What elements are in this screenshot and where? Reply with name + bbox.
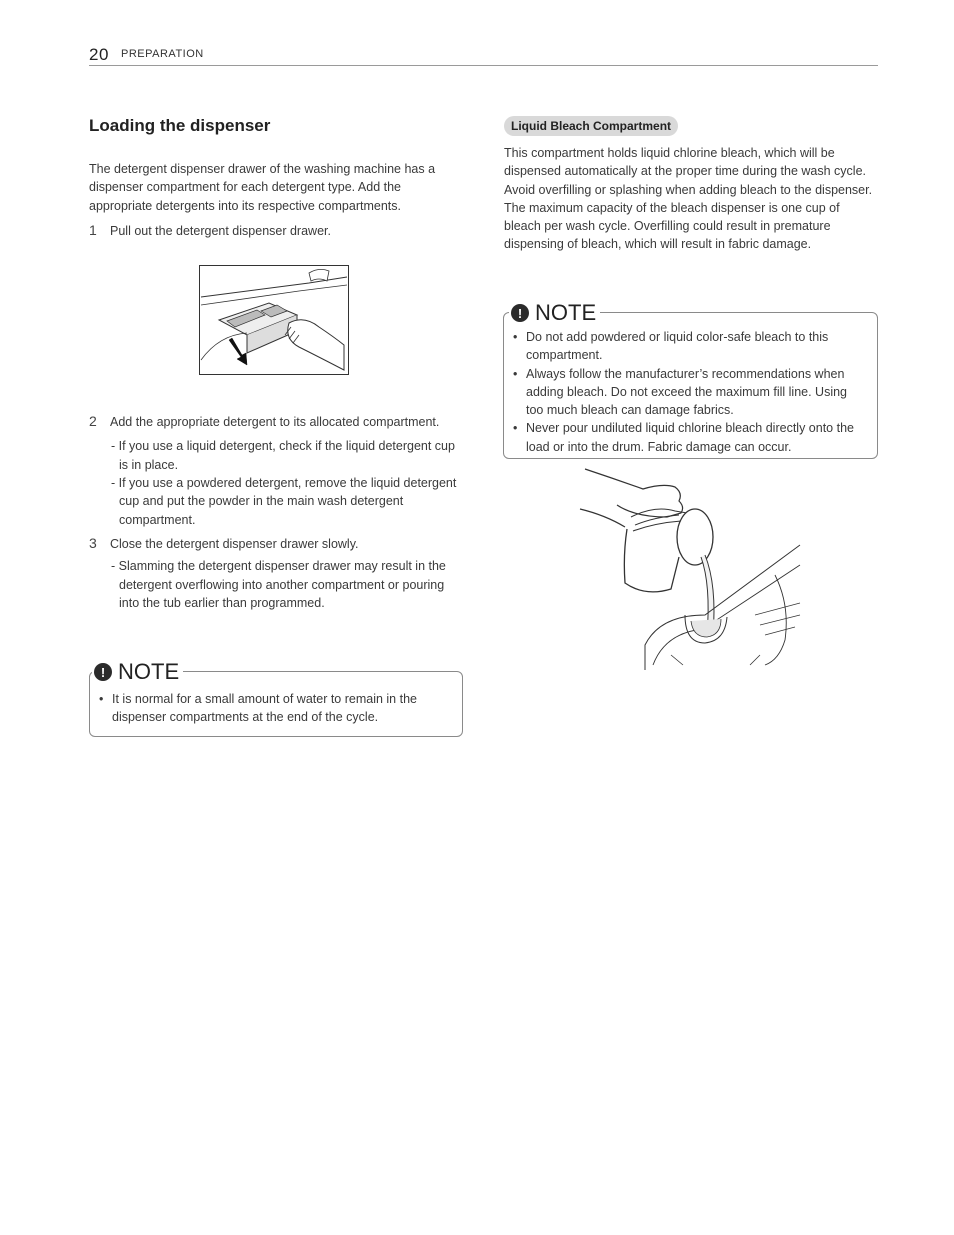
step-number: 3 xyxy=(89,534,97,551)
compartment-badge: Liquid Bleach Compartment xyxy=(504,116,678,136)
step-3-sub-1: - Slamming the detergent dispenser drawer may result in the detergent overflowing into another compartment or pouring into the tub earlier than programmed. xyxy=(111,559,446,610)
step-text: Close the detergent dispenser drawer slowly. xyxy=(110,536,359,551)
list-item: • Always follow the manufacturer’s recommendations when adding bleach. Do not exceed the maximum fill line. Using too much bleach can damage fabrics. xyxy=(513,366,848,418)
page-header xyxy=(89,45,878,66)
list-item: • It is normal for a small amount of water to remain in the dispenser compartments at the end of the cycle. xyxy=(99,692,417,725)
step-number: 1 xyxy=(89,221,97,238)
bullet: • xyxy=(99,692,104,706)
bullet: • xyxy=(513,421,518,436)
step-text: Add the appropriate detergent to its allocated compartment. xyxy=(110,415,440,430)
note-heading xyxy=(509,300,600,326)
intro-paragraph: The detergent dispenser drawer of the washing machine has a dispenser compartment for each detergent type. Add the appropriate detergents into its respective compartments. xyxy=(89,162,436,213)
bullet: • xyxy=(513,366,518,381)
step-2-sub-2: - If you use a powdered detergent, remove the liquid detergent cup and put the powder in the main wash detergent compartment. xyxy=(111,476,457,527)
note-list xyxy=(90,690,450,727)
step-3 xyxy=(89,535,464,553)
step-1 xyxy=(89,222,464,240)
list-item: • Never pour undiluted liquid chlorine bleach directly onto the load or into the drum. Fabric damage can occur. xyxy=(513,421,854,454)
bullet: • xyxy=(513,330,518,344)
section-title: Loading the dispenser xyxy=(89,116,271,135)
note-title: NOTE xyxy=(118,659,180,684)
note-box-left xyxy=(89,659,463,737)
step-text: Pull out the detergent dispenser drawer. xyxy=(110,223,331,238)
note-title: NOTE xyxy=(535,300,597,325)
note-box-right xyxy=(503,300,878,459)
step-number: 2 xyxy=(89,413,97,430)
note-list xyxy=(504,328,866,456)
right-column xyxy=(504,116,878,254)
section-label: PREPARATION xyxy=(121,48,204,60)
exclamation-circle-icon: ! xyxy=(511,304,529,322)
step-2-sub-1: - If you use a liquid detergent, check if the liquid detergent cup is in place. xyxy=(111,439,455,472)
compartment-description: This compartment holds liquid chlorine bleach, which will be dispensed automatically at the proper time during the wash cycle. Avoid overfilling or splashing when adding bleach to the dispenser. The maximum capacity of the bleach dispenser is one cup of bleach per wash cycle. Overfilling could result in premature dispensing of bleach, which will result in fabric damage. xyxy=(504,146,873,252)
page-number: 20 xyxy=(89,45,109,64)
step-2 xyxy=(89,413,464,431)
list-item: • Do not add powdered or liquid color-safe bleach to this compartment. xyxy=(513,330,829,363)
exclamation-circle-icon: ! xyxy=(94,663,112,681)
dispenser-drawer-illustration xyxy=(199,265,349,375)
note-heading xyxy=(92,659,183,685)
pouring-bleach-illustration xyxy=(575,465,805,670)
